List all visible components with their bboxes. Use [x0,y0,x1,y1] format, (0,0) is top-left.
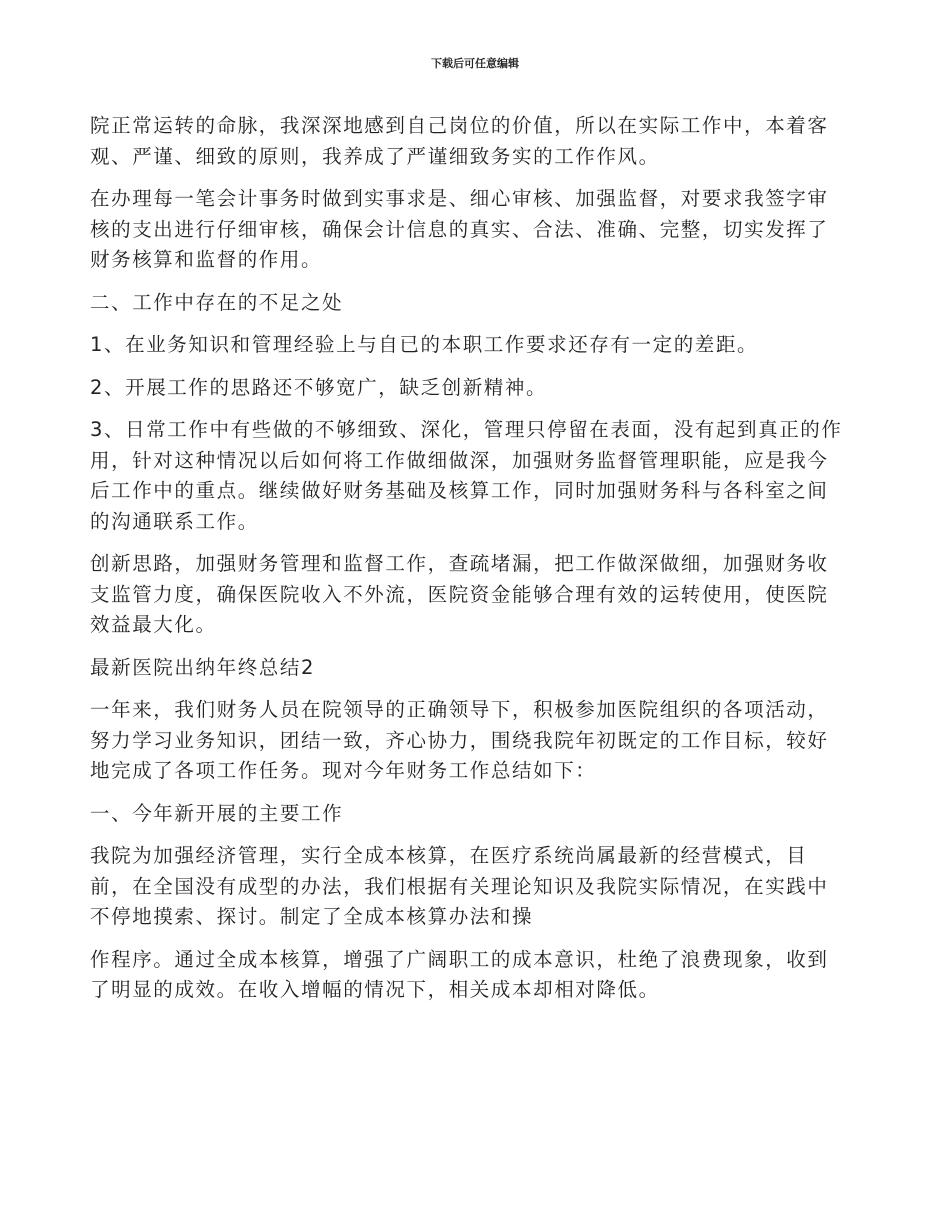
text-line: 创新思路，加强财务管理和监督工作，查疏堵漏，把工作做深做细，加强财务收 [90,552,829,575]
text-line: 前，在全国没有成型的办法，我们根据有关理论知识及我院实际情况，在实践中 [90,874,829,898]
text-line: 支监管力度，确保医院收入不外流，医院资金能够合理有效的运转使用，使医院 [90,582,829,606]
text-line: 财务核算和监督的作用。 [90,248,323,271]
text-line: 了明显的成效。在收入增幅的情况下，相关成本却相对降低。 [90,978,660,1001]
text-line: 最新医院出纳年终总结2 [90,655,316,679]
text-line: 作程序。通过全成本核算，增强了广阔职工的成本意识，杜绝了浪费现象，收到 [90,947,829,971]
list-item [90,330,870,361]
text-line: 我院为加强经济管理，实行全成本核算，在医疗系统尚属最新的经营模式，目 [90,844,808,867]
text-line: 1、在业务知识和管理经验上与自已的本职工作要求还存有一定的差距。 [90,333,759,356]
page-header: 下载后可任意编辑 [431,57,519,70]
text-line: 努力学习业务知识，团结一致，齐心协力，围绕我院年初既定的工作目标，较好 [90,728,829,752]
text-line: 院正常运转的命脉，我深深地感到自己岗位的价值，所以在实际工作中，本着客 [90,114,829,137]
list-item [90,415,870,537]
text-line: 后工作中的重点。继续做好财务基础及核算工作，同时加强财务科与各科室之间 [90,479,829,502]
text-line: 一年来，我们财务人员在院领导的正确领导下，积极参加医院组织的各项活动， [90,698,829,721]
paragraph [90,111,870,172]
paragraph [90,549,870,641]
paragraph [90,184,870,276]
document-title [90,653,870,684]
text-line: 地完成了各项工作任务。现对今年财务工作总结如下： [90,759,597,782]
text-line: 不停地摸索、探讨。制定了全成本核算办法和操 [90,905,534,928]
paragraph [90,695,870,787]
text-line: 3、日常工作中有些做的不够细致、深化，管理只停留在表面，没有起到真正的作 [90,418,843,441]
document-body [90,111,870,1018]
paragraph [90,945,870,1006]
paragraph [90,841,870,933]
section-heading [90,799,870,830]
text-line: 用，针对这种情况以后如何将工作做细做深，加强财务监督管理职能，应是我今 [90,448,829,472]
text-line: 核的支出进行仔细审核，确保会计信息的真实、合法、准确、完整，切实发挥了 [90,217,829,241]
text-line: 效益最大化。 [90,613,217,636]
list-item [90,373,870,404]
text-line: 二、工作中存在的不足之处 [90,290,344,314]
text-line: 观、严谨、细致的原则，我养成了严谨细致务实的工作作风。 [90,144,660,168]
text-line: 在办理每一笔会计事务时做到实事求是、细心审核、加强监督，对要求我签字审 [90,187,829,210]
text-line: 的沟通联系工作。 [90,509,259,533]
section-heading [90,288,870,319]
text-line: 2、开展工作的思路还不够宽广，缺乏创新精神。 [90,375,548,399]
text-line: 一、今年新开展的主要工作 [90,801,344,825]
